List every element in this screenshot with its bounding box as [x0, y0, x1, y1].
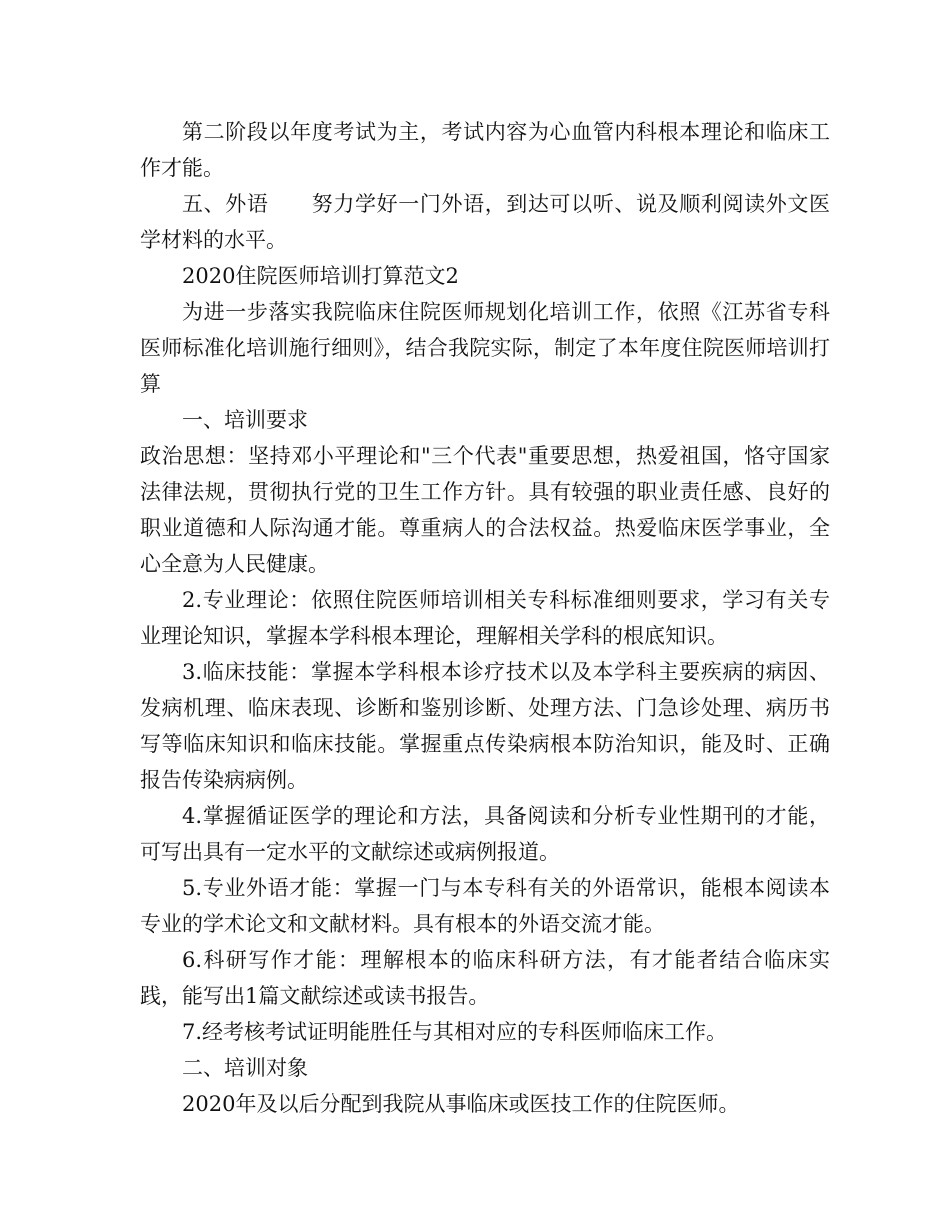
paragraph-research-writing: 6.科研写作才能：理解根本的临床科研方法，有才能者结合临床实践，能写出1篇文献综述或读书报告。	[140, 948, 830, 1008]
section-heading-sample-2: 2020住院医师培训打算范文2	[182, 264, 459, 288]
paragraph-evidence-based-medicine: 4.掌握循证医学的理论和方法，具备阅读和分析专业性期刊的才能，可写出具有一定水平的文献综述或病例报道。	[140, 804, 830, 864]
paragraph-professional-theory: 2.专业理论：依照住院医师培训相关专科标准细则要求，学习有关专业理论知识，掌握本学科根本理论，理解相关学科的根底知识。	[140, 588, 830, 648]
heading-training-requirements: 一、培训要求	[182, 408, 308, 432]
paragraph-clinical-skills: 3.临床技能：掌握本学科根本诊疗技术以及本学科主要疾病的病因、发病机理、临床表现、诊断和鉴别诊断、处理方法、门急诊处理、病历书写等临床知识和临床技能。掌握重点传染病根本防治知识，能及时、正确报告传染病病例。	[140, 660, 830, 792]
paragraph-foreign-language-ability: 5.专业外语才能：掌握一门与本专科有关的外语常识，能根本阅读本专业的学术论文和文献材料。具有根本的外语交流才能。	[140, 876, 830, 936]
paragraph-assessment: 7.经考核考试证明能胜任与其相对应的专科医师临床工作。	[182, 1020, 728, 1044]
paragraph-stage-two-exam: 第二阶段以年度考试为主，考试内容为心血管内科根本理论和临床工作才能。	[140, 120, 830, 180]
heading-training-targets: 二、培训对象	[182, 1056, 308, 1080]
paragraph-introduction: 为进一步落实我院临床住院医师规划化培训工作，依照《江苏省专科医师标准化培训施行细则》，结合我院实际，制定了本年度住院医师培训打算	[140, 300, 830, 396]
paragraph-foreign-language: 五、外语 努力学好一门外语，到达可以听、说及顺利阅读外文医学材料的水平。	[140, 192, 830, 252]
paragraph-resident-physicians: 2020年及以后分配到我院从事临床或医技工作的住院医师。	[182, 1092, 740, 1116]
document-body	[140, 114, 830, 1122]
paragraph-political-thought: 政治思想：坚持邓小平理论和"三个代表"重要思想，热爱祖国，恪守国家法律法规，贯彻执行党的卫生工作方针。具有较强的职业责任感、良好的职业道德和人际沟通才能。尊重病人的合法权益。热爱临床医学事业，全心全意为人民健康。	[140, 444, 830, 576]
